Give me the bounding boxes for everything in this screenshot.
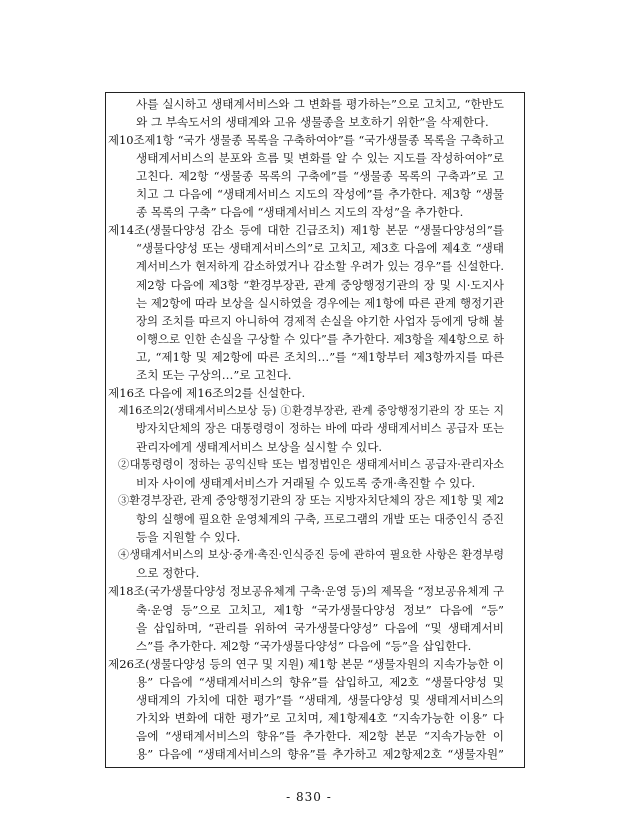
text-line: 고, “제1항 및 제2항에 따른 조치의…”를 “제1항부터 제3항까지를 따른 [136, 349, 504, 364]
text-line: 스”를 추가한다. 제2항 “국가생물다양성” 다음에 “등”을 삽입한다. [136, 638, 472, 653]
text-line: 생태계서비스의 분포와 흐름 및 변화를 알 수 있는 지도를 작성하여야”로 [136, 151, 504, 166]
page-number: - 830 - [286, 790, 332, 804]
text-line: 으로 정한다. [136, 566, 200, 581]
text-line: 제14조(생물다양성 감소 등에 대한 긴급조치) 제1항 본문 “생물다양성의”를 [108, 223, 504, 238]
text-line: 항의 실행에 필요한 운영체계의 구축, 프로그램의 개발 또는 대중인식 증진 [136, 512, 504, 527]
text-line: 용” 다음에 “생태계서비스의 향유”를 삽입하고, 제2호 “생물다양성 및 [136, 674, 504, 689]
text-line: 제26조(생물다양성 등의 연구 및 지원) 제1항 본문 “생물자원의 지속가능한 이 [108, 656, 504, 671]
text-line: 사를 실시하고 생태계서비스와 그 변화를 평가하는”으로 고치고, “한반도 [136, 97, 504, 111]
text-line: 계서비스가 현저하게 감소하였거나 감소할 우려가 있는 경우”를 신설한다. [136, 259, 504, 274]
text-line: ②대통령령이 정하는 공익신탁 또는 법정법인은 생태계서비스 공급자·관리자소 [118, 458, 504, 472]
text-line: 생태계의 가치에 대한 평가”를 “생태계, 생물다양성 및 생태계서비스의 [136, 692, 504, 707]
text-line: 이행으로 인한 손실을 구상할 수 있다”를 추가한다. 제3항을 제4항으로 하 [136, 331, 504, 346]
text-line: “생물다양성 또는 생태계서비스의”로 고치고, 제3호 다음에 제4호 “생태 [136, 241, 504, 256]
text-line: 와 그 부속도서의 생태계와 고유 생물종을 보호하기 위한”을 삭제한다. [136, 115, 489, 130]
text-line: 제16조의2(생태계서비스보상 등) ①환경부장관, 관계 중앙행정기관의 장 또는 지 [118, 403, 504, 417]
text-line: 관리자에게 생태계서비스 보상을 실시할 수 있다. [136, 440, 383, 455]
text-line: 치고 그 다음에 “생태계서비스 지도의 작성에”를 추가한다. 제3항 “생물 [136, 187, 504, 202]
text-line: 음에 “생태계서비스의 향유”를 추가한다. 제2항 본문 “지속가능한 이 [136, 728, 504, 743]
text-line: ④생태계서비스의 보상·중개·촉진·인식증진 등에 관하여 필요한 사항은 환경부령 [118, 548, 504, 562]
text-line: 등을 지원할 수 있다. [136, 530, 241, 545]
text-line: 축·운영 등”으로 고치고, 제1항 “국가생물다양성 정보” 다음에 “등” [136, 602, 504, 617]
text-line: 는 제2항에 따라 보상을 실시하였을 경우에는 제1항에 따른 관계 행정기관 [136, 295, 504, 310]
text-line: 비자 사이에 생태계서비스가 거래될 수 있도록 중개·촉진할 수 있다. [136, 476, 476, 491]
text-line: 제2항 다음에 제3항 “환경부장관, 관계 중앙행정기관의 장 및 시·도지사 [136, 277, 504, 292]
amendment-table-frame [105, 92, 525, 768]
text-line: 장의 조치를 따르지 아니하여 경제적 손실을 야기한 사업자 등에게 당해 불 [136, 313, 504, 328]
text-line: 가치와 변화에 대한 평가”로 고치며, 제1항제4호 “지속가능한 이용” 다 [136, 710, 504, 725]
text-line: 방자치단체의 장은 대통령령이 정하는 바에 따라 생태계서비스 공급자 또는 [136, 421, 504, 435]
text-line: 제16조 다음에 제16조의2를 신설한다. [108, 385, 306, 400]
text-line: 제10조제1항 “국가 생물종 목록을 구축하여야”를 “국가생물종 목록을 구축하고 [108, 133, 504, 148]
text-line: 제18조(국가생물다양성 정보공유체계 구축·운영 등)의 제목을 “정보공유체계 구 [108, 584, 504, 599]
text-line: 을 삽입하며, “관리를 위하여 국가생물다양성” 다음에 “및 생태계서비 [136, 620, 504, 635]
text-line: 용” 다음에 “생태계서비스의 향유”를 추가하고 제2항제2호 “생물자원” [136, 746, 504, 761]
text-line: 조치 또는 구상의…”로 고친다. [136, 367, 292, 382]
text-line: ③환경부장관, 관계 중앙행정기관의 장 또는 지방자치단체의 장은 제1항 및 제2 [118, 494, 504, 508]
text-line: 종 목록의 구축” 다음에 “생태계서비스 지도의 작성”을 추가한다. [136, 205, 464, 220]
text-line: 고친다. 제2항 “생물종 목록의 구축에”를 “생물종 목록의 구축과”로 고 [136, 169, 504, 184]
